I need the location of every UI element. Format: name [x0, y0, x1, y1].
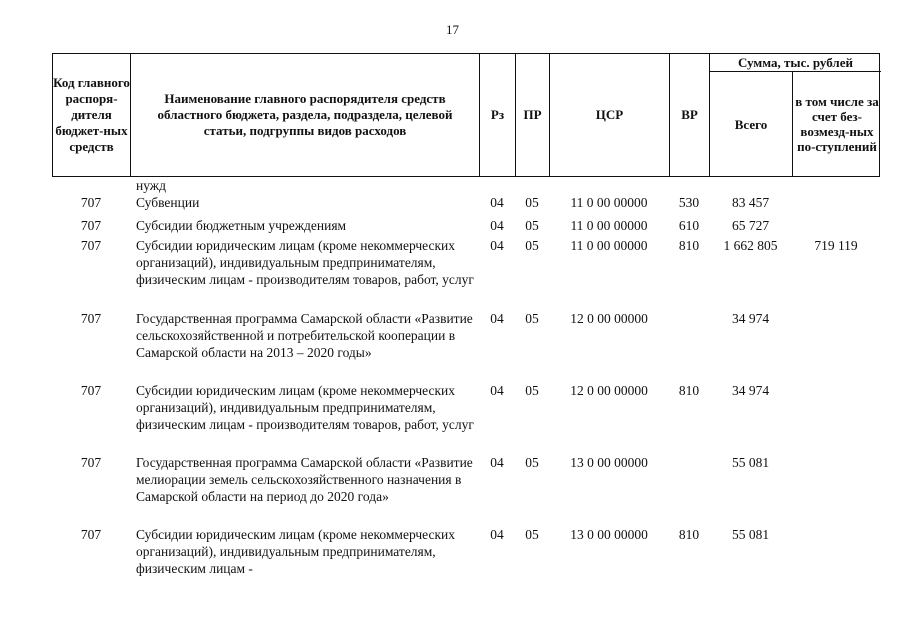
- row-rz: 04: [490, 311, 504, 326]
- row-total: 1 662 805: [723, 238, 778, 253]
- row-code: 707: [80, 311, 102, 326]
- row-name: Государственная программа Самарской области «Развитие мелиорации земель сельскохозяйственного назначения в Самарской области на период до 2020 года»: [136, 455, 473, 504]
- row-name: Субсидии бюджетным учреждениям: [136, 218, 347, 233]
- row-code: 707: [80, 218, 102, 233]
- row-total: 34 974: [731, 311, 770, 326]
- row-pr: 05: [525, 218, 539, 233]
- row-rz: 04: [490, 195, 504, 210]
- row-code: 707: [80, 238, 102, 253]
- row-code: 707: [80, 195, 102, 210]
- row-name: Субвенции: [136, 195, 200, 210]
- row-name: Субсидии юридическим лицам (кроме некоммерческих организаций), индивидуальным предпринимателям, физическим лицам - производителям товаров, работ, услуг: [136, 238, 474, 287]
- header-sum-group: [710, 54, 881, 176]
- header-vr: ВР: [670, 54, 710, 176]
- row-pr: 05: [525, 455, 539, 470]
- row-csr: 13 0 00 00000: [570, 527, 648, 542]
- row-total: 65 727: [731, 218, 770, 233]
- header-csr: ЦСР: [550, 54, 670, 176]
- table-row: [52, 194, 880, 217]
- budget-table: [52, 53, 880, 581]
- header-name: Наименование главного распорядителя средств областного бюджета, раздела, подраздела, целевой статьи, подгруппы видов расходов: [131, 54, 480, 176]
- row-pr: 05: [525, 195, 539, 210]
- table-row: [52, 310, 880, 382]
- row-vr: 610: [678, 218, 700, 233]
- table-header: [52, 53, 880, 177]
- row-csr: 11 0 00 00000: [570, 238, 648, 253]
- row-name: Субсидии юридическим лицам (кроме некоммерческих организаций), индивидуальным предпринимателям, физическим лицам - производителям товаров, работ, услуг: [136, 383, 474, 432]
- row-csr: 12 0 00 00000: [570, 383, 648, 398]
- row-code: 707: [80, 455, 102, 470]
- header-sum-title: Сумма, тыс. рублей: [710, 54, 881, 72]
- row-code: 707: [80, 527, 102, 542]
- row-rz: 04: [490, 383, 504, 398]
- row-rz: 04: [490, 455, 504, 470]
- row-total: 55 081: [731, 527, 770, 542]
- row-vr: 530: [678, 195, 700, 210]
- row-pr: 05: [525, 238, 539, 253]
- row-csr: 13 0 00 00000: [570, 455, 648, 470]
- table-row: [52, 454, 880, 526]
- row-name: нужд: [136, 178, 166, 193]
- row-vr: 810: [678, 527, 700, 542]
- row-pr: 05: [525, 527, 539, 542]
- table-row: [52, 526, 880, 581]
- row-total: 34 974: [731, 383, 770, 398]
- row-rz: 04: [490, 527, 504, 542]
- row-rz: 04: [490, 218, 504, 233]
- table-body: [52, 177, 880, 581]
- table-row: [52, 237, 880, 310]
- header-pr: ПР: [516, 54, 550, 176]
- row-incl: 719 119: [814, 238, 858, 253]
- row-total: 55 081: [731, 455, 770, 470]
- row-csr: 12 0 00 00000: [570, 311, 648, 326]
- row-code: 707: [80, 383, 102, 398]
- table-row: [52, 382, 880, 454]
- row-rz: 04: [490, 238, 504, 253]
- row-pr: 05: [525, 383, 539, 398]
- table-row: [52, 177, 880, 194]
- row-vr: 810: [678, 238, 700, 253]
- row-csr: 11 0 00 00000: [570, 218, 648, 233]
- row-total: 83 457: [731, 195, 770, 210]
- table-row: [52, 217, 880, 237]
- header-code: Код главного распоря-дителя бюджет-ных средств: [53, 54, 131, 176]
- page-number: 17: [446, 22, 459, 37]
- header-total: Всего: [710, 72, 793, 176]
- row-pr: 05: [525, 311, 539, 326]
- row-vr: 810: [678, 383, 700, 398]
- header-incl: в том числе за счет без-возмезд-ных по-ступлений: [795, 94, 879, 154]
- row-name: Государственная программа Самарской области «Развитие сельскохозяйственной и потребительской кооперации в Самарской области на 2013 – 2020 годы»: [136, 311, 473, 360]
- row-name: Субсидии юридическим лицам (кроме некоммерческих организаций), индивидуальным предпринимателям, физическим лицам -: [136, 527, 456, 576]
- row-csr: 11 0 00 00000: [570, 195, 648, 210]
- header-rz: Рз: [480, 54, 516, 176]
